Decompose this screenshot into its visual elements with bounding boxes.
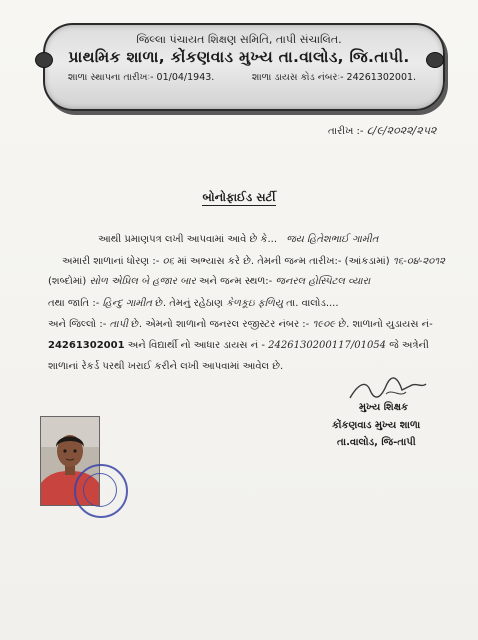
body-text: છે. એમનો શાળાનો જનરલ રજીસ્ટર નંબર :- [131, 319, 310, 330]
aadhaar-dise-number: 2426130200117/01054 [268, 340, 387, 351]
body-text: અમારી શાળાનાં ધોરણ :- [62, 256, 160, 267]
signatory-place: તા.વાલોડ, જિ-તાપી [337, 437, 416, 448]
body-line-5 [48, 319, 433, 330]
body-text: આથી પ્રમાણપત્ર લખી આપવામાં આવે છે કે... [98, 234, 277, 245]
body-text: તથા જાતિ :- [48, 298, 100, 309]
letterhead-dise-code: શાળા ડાયસ કોડ નંબરઃ- 24261302001. [252, 72, 417, 83]
date-line [328, 124, 437, 138]
body-text: અને જન્મ સ્થળ:- [198, 276, 273, 287]
district-value: તાપી [109, 319, 128, 330]
body-line-1 [98, 234, 378, 245]
date-value: ૮/૯/૨૦૨૨/૨૫૨ [366, 124, 437, 137]
signatory-school: કોંકણવાડ મુખ્ય શાળા [332, 420, 421, 431]
body-text: છે. તેમનું રહેઠાણ [155, 298, 223, 309]
udise-code: 24261302001 [48, 340, 125, 351]
body-line-2 [62, 256, 445, 267]
body-line-7: શાળાનાં રેકર્ડ પરથી ખરાઈ કરીને લખી આપવામાં આવેલ છે. [48, 361, 284, 372]
body-line-4 [48, 298, 339, 309]
body-text: તા. વાલોડ.... [286, 298, 339, 309]
date-label: તારીખ :- [328, 126, 364, 137]
school-seal-stamp [74, 464, 128, 518]
standard-value: ૦૬ [162, 256, 175, 267]
certificate-title [0, 190, 478, 205]
certificate-title-text: બોનોફાઈડ સર્ટી [202, 190, 276, 204]
student-name: જય હિતેશભાઈ ગામીત [286, 234, 379, 245]
birth-place: જનરલ હોસ્પિટલ વ્યારા [275, 276, 371, 287]
body-text: માં અભ્યાસ કરે છે. તેમની જન્મ તારીખ:- (આંકડામાં) [177, 256, 390, 267]
letterhead-established: શાળા સ્થાપના તારીખઃ- 01/04/1943. [68, 72, 215, 83]
dob-words: સોળ એપ્રિલ બે હજાર બાર [89, 276, 196, 287]
caste-value: હિન્દુ ગામીત [102, 298, 152, 309]
letterhead-school-name: પ્રાથમિક શાળા, કોંકણવાડ મુખ્ય તા.વાલોડ, જિ.તાપી. [68, 48, 410, 66]
body-text: અને વિદ્યાર્થી નો આધાર ડાયસ નં - [127, 340, 265, 351]
body-text: જે અત્રેની [389, 340, 429, 351]
gr-number: ૧૯૦૯ [312, 319, 336, 330]
body-line-6 [48, 340, 429, 351]
body-line-3 [48, 276, 370, 287]
dob-digits: ૧૬-૦૪-૨૦૧૨ [392, 256, 445, 267]
body-text: છે. શાળાનો યુડાયસ નં- [338, 319, 433, 330]
signatory-title: મુખ્ય શિક્ષક [359, 402, 409, 413]
body-text: અને જિલ્લો :- [48, 319, 107, 330]
residence-value: કેળકૂઇ ફળિયુ [226, 298, 283, 309]
letterhead-line1: જિલ્લા પંચાયત શિક્ષણ સમિતિ, તાપી સંચાલિત. [136, 33, 342, 46]
body-text: (શબ્દોમાં) [48, 276, 87, 287]
headmaster-signature [340, 376, 430, 404]
